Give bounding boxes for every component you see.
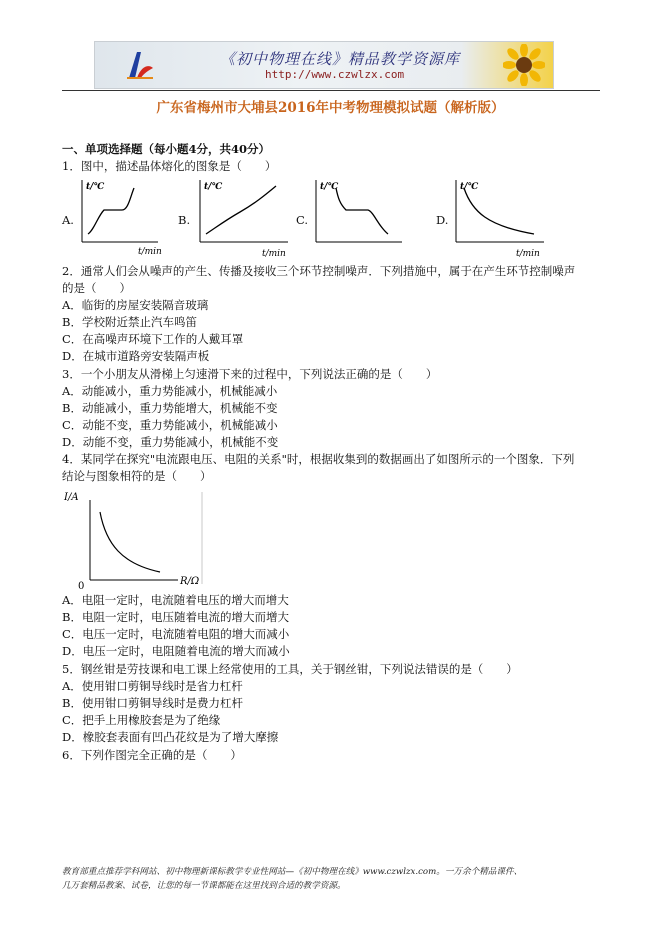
q4-option-c: C．电压一定时，电流随着电阻的增大而减小 [62, 627, 290, 641]
header-divider [62, 90, 600, 91]
question-2-line-1: 2．通常人们会从噪声的产生、传播及接收三个环节控制噪声．下列措施中，属于在产生环节控制噪声 [62, 264, 576, 278]
q4-origin-label: 0 [78, 581, 85, 592]
q1-a-y-label: t/℃ [86, 182, 105, 192]
q2-option-d: D．在城市道路旁安装隔声板 [62, 349, 210, 363]
q1-graph-c [312, 176, 410, 258]
document-title: 广东省梅州市大埔县2016年中考物理模拟试题（解析版） [156, 100, 505, 116]
q5-option-a: A．使用钳口剪铜导线时是省力杠杆 [62, 679, 243, 693]
question-1: 1．图中，描述晶体熔化的图象是（ ） [62, 159, 277, 173]
header-banner [94, 41, 554, 89]
q3-option-a: A．动能减小，重力势能减小，机械能减小 [62, 384, 278, 398]
banner-url[interactable]: http://www.czwlzx.com [265, 68, 405, 81]
q2-option-b: B．学校附近禁止汽车鸣笛 [62, 315, 197, 329]
q5-option-c: C．把手上用橡胶套是为了绝缘 [62, 713, 221, 727]
q4-option-b: B．电阻一定时，电压随着电流的增大而增大 [62, 610, 289, 624]
question-6: 6．下列作图完全正确的是（ ） [62, 748, 242, 762]
q1-option-a-label: A. [62, 213, 74, 227]
question-4-line-1: 4．某同学在探究"电流跟电压、电阻的关系"时，根据收集到的数据画出了如图所示的一个图象．下列 [62, 452, 575, 466]
q5-option-b: B．使用钳口剪铜导线时是费力杠杆 [62, 696, 243, 710]
q1-graph-d [452, 176, 552, 260]
q3-option-c: C．动能不变，重力势能减小，机械能减小 [62, 418, 278, 432]
page-footer [62, 865, 602, 893]
q2-option-a: A．临街的房屋安装隔音玻璃 [62, 298, 209, 312]
q4-option-d: D．电压一定时，电阻随着电流的增大而减小 [62, 644, 290, 658]
q4-option-a: A．电阻一定时，电流随着电压的增大而增大 [62, 593, 289, 607]
footer-line-1: 教育部重点推荐学科网站、初中物理新课标教学专业性网站—《初中物理在线》www.czwlzx.com。一万余个精品课件、 [62, 867, 523, 877]
footer-line-2: 几万套精品教案、试卷，让您的每一节课都能在这里找到合适的教学资源。 [62, 881, 346, 891]
sunflower-icon [503, 44, 545, 86]
q1-d-x-label: t/min [516, 249, 540, 259]
q1-graph-b [196, 176, 296, 260]
q1-a-x-label: t/min [138, 247, 162, 257]
question-3: 3．一个小朋友从滑梯上匀速滑下来的过程中，下列说法正确的是（ ） [62, 367, 438, 381]
q4-y-label: I/A [64, 492, 79, 503]
banner-title: 《初中物理在线》精品教学资源库 [220, 50, 461, 68]
q1-b-x-label: t/min [262, 249, 286, 259]
question-4-line-2: 结论与图象相符的是（ ） [62, 469, 212, 483]
q1-b-y-label: t/℃ [204, 182, 223, 192]
q1-option-b-label: B. [178, 213, 191, 227]
q4-graph [62, 488, 212, 592]
site-logo-icon [123, 48, 157, 82]
q1-option-c-label: C. [296, 213, 309, 227]
q1-c-y-label: t/℃ [320, 182, 339, 192]
q3-option-d: D．动能不变，重力势能减小，机械能不变 [62, 435, 279, 449]
q1-option-d-label: D. [436, 213, 449, 227]
q1-d-y-label: t/℃ [460, 182, 479, 192]
q4-x-label: R/Ω [180, 576, 200, 587]
q5-option-d: D．橡胶套表面有凹凸花纹是为了增大摩擦 [62, 730, 279, 744]
q2-option-c: C．在高噪声环境下工作的人戴耳罩 [62, 332, 244, 346]
section-heading: 一、单项选择题（每小题4分，共40分） [62, 142, 271, 156]
q1-graph-a [78, 176, 166, 258]
q3-option-b: B．动能减小，重力势能增大，机械能不变 [62, 401, 278, 415]
question-2-line-2: 的是（ ） [62, 281, 131, 295]
question-5: 5．钢丝钳是劳技课和电工课上经常使用的工具，关于钢丝钳，下列说法错误的是（ ） [62, 662, 518, 676]
